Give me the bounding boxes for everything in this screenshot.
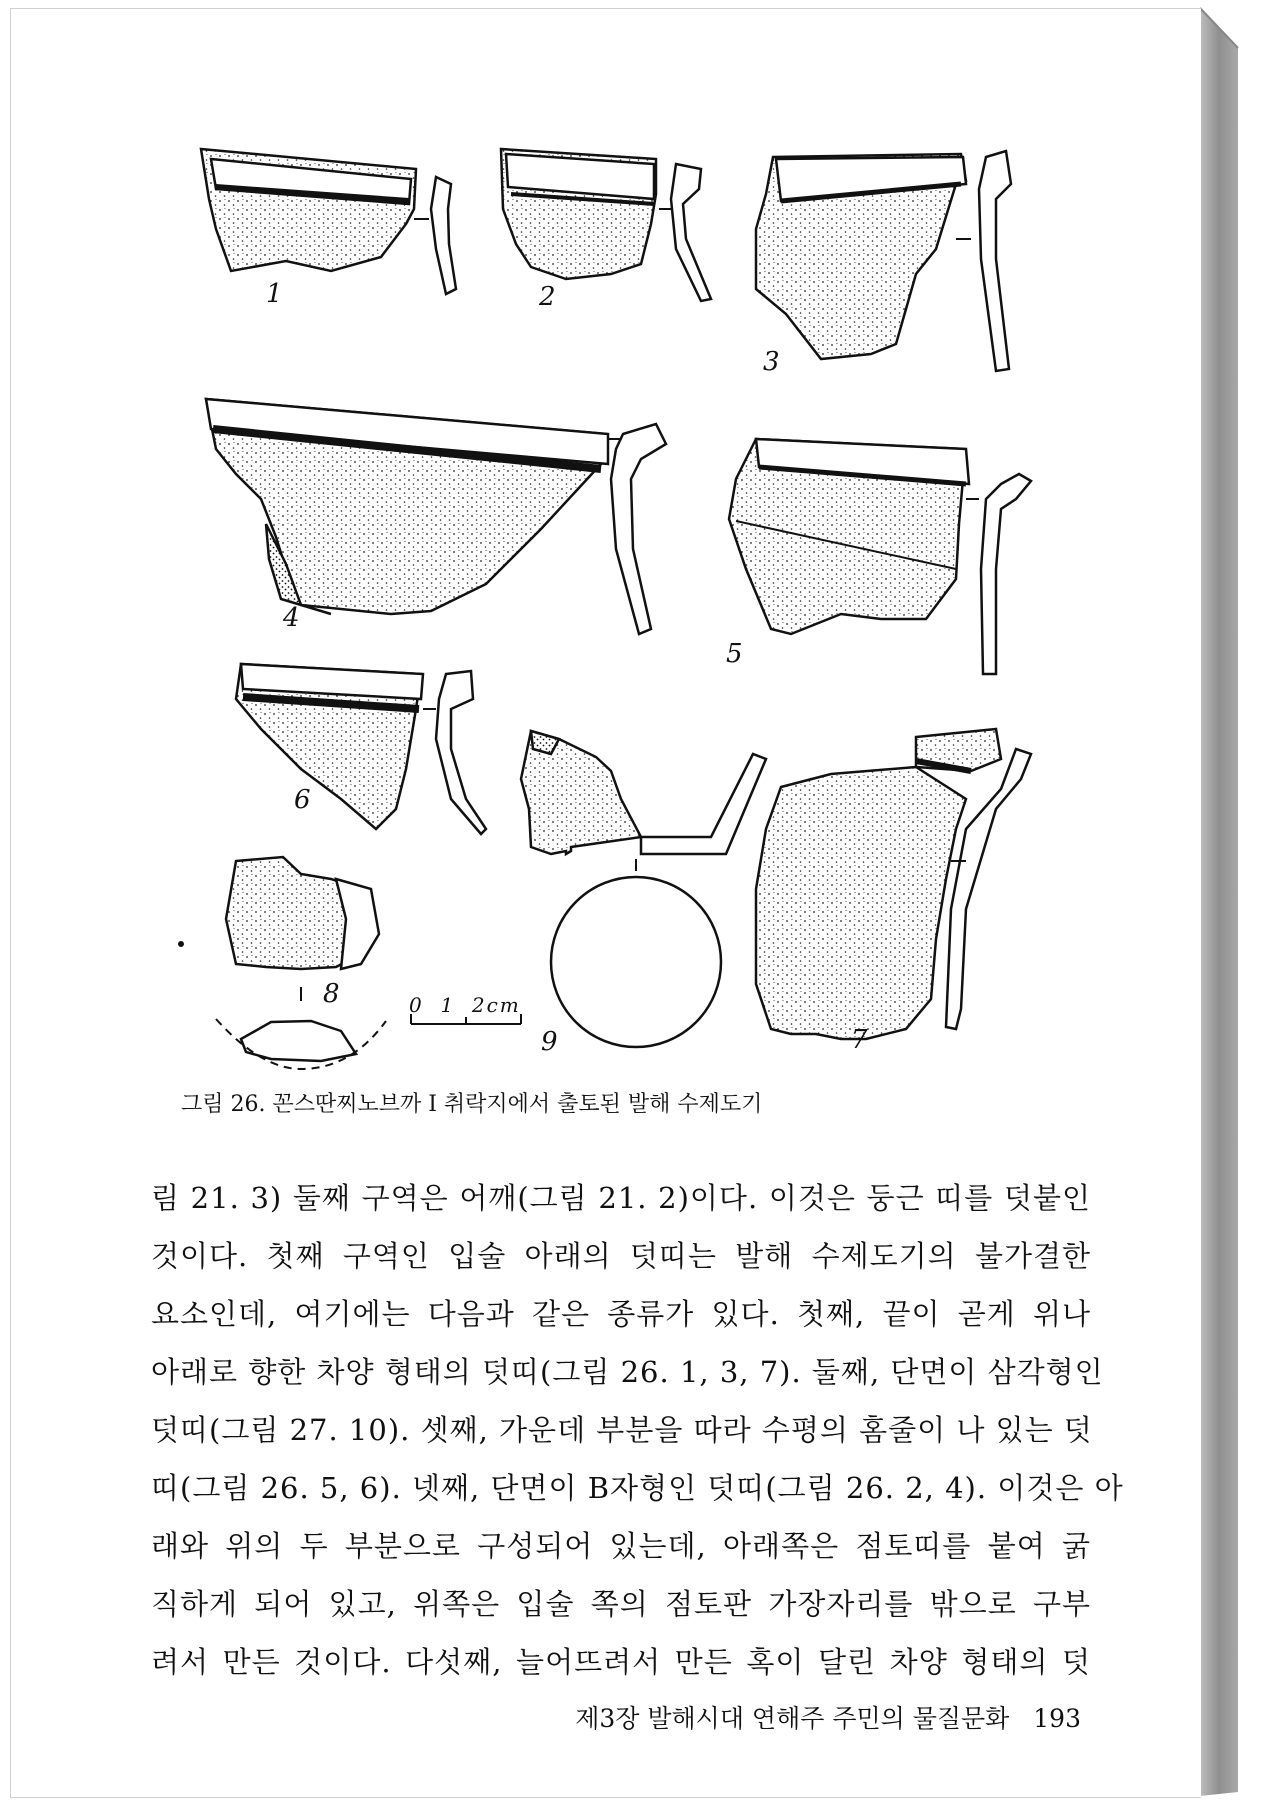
body-line: 띠(그림 26. 5, 6). 넷째, 단면이 B자형인 덧띠(그림 26. 2, 4). 이것은 아 (151, 1471, 1124, 1505)
section-6 (436, 671, 486, 834)
figure-label-3: 3 (763, 347, 780, 377)
body-line: 덧띠(그림 27. 10). 셋째, 가운데 부분을 따라 수평의 홈줄이 나 있는 덧 (151, 1413, 1093, 1447)
section-9 (641, 754, 766, 854)
section-5 (981, 474, 1031, 674)
figure-label-2: 2 (539, 282, 556, 312)
body-line: 요소인데, 여기에는 다음과 같은 종류가 있다. 첫째, 끝이 곧게 위나 (151, 1297, 1091, 1331)
figure-label-8: 8 (323, 979, 340, 1009)
section-2 (671, 164, 711, 301)
section-7 (946, 749, 1031, 1029)
body-line: 직하게 되어 있고, 위쪽은 입술 쪽의 점토판 가장자리를 밖으로 구부 (151, 1587, 1091, 1621)
figure-label-6: 6 (294, 785, 311, 815)
figure-label-4: 4 (283, 603, 300, 633)
body-line: 려서 만든 것이다. 다섯째, 늘어뜨려서 만든 혹이 달린 차양 형태의 덧 (151, 1645, 1091, 1679)
page-footer (575, 1699, 1081, 1735)
section-1 (431, 177, 456, 294)
body-line: 림 21. 3) 둘째 구역은 어깨(그림 21. 2)이다. 이것은 둥근 띠를 덧붙인 (151, 1181, 1091, 1215)
figure-label-9: 9 (541, 1027, 558, 1057)
section-4 (611, 424, 666, 634)
page-number: 193 (1033, 1704, 1081, 1733)
pottery-figure (11, 9, 1201, 1079)
figure-label-7: 7 (851, 1025, 868, 1055)
sherd-7 (756, 767, 966, 1039)
body-line: 것이다. 첫째 구역인 입술 아래의 덧띠는 발해 수제도기의 불가결한 (151, 1239, 1091, 1273)
page (10, 8, 1201, 1798)
body-paragraph (151, 1169, 1124, 1691)
figure-label-1: 1 (266, 279, 283, 309)
figure-label-5: 5 (726, 639, 743, 669)
section-8 (241, 1021, 356, 1061)
body-line: 래와 위의 두 부분으로 구성되어 있는데, 아래쪽은 점토띠를 붙여 굵 (151, 1529, 1091, 1563)
chapter-title: 제3장 발해시대 연해주 주민의 물질문화 (575, 1704, 1010, 1733)
figure-caption: 그림 26. 꼰스딴찌노브까 I 취락지에서 출토된 발해 수제도기 (181, 1092, 763, 1117)
base-circle-9 (551, 877, 721, 1047)
section-3 (979, 151, 1011, 371)
body-line: 아래로 향한 차양 형태의 덧띠(그림 26. 1, 3, 7). 둘째, 단면이 삼각형인 (151, 1355, 1104, 1389)
scale-label: 0 1 2cm (409, 993, 521, 1017)
